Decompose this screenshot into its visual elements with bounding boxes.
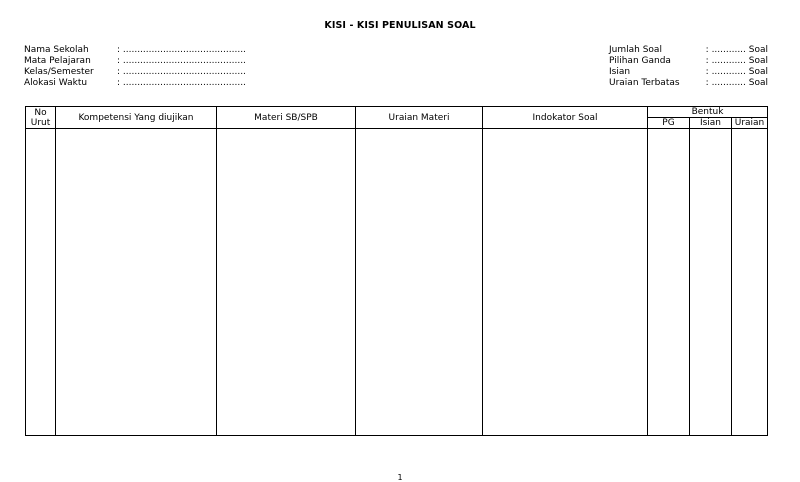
header-bentuk: Bentuk xyxy=(648,107,768,118)
info-row-kelas-semester xyxy=(24,67,246,78)
summary-label: Isian xyxy=(609,67,631,77)
document-title: KISI - KISI PENULISAN SOAL xyxy=(324,20,476,31)
info-label: Kelas/Semester xyxy=(24,67,94,77)
cell-materi[interactable] xyxy=(217,129,356,436)
header-pg: PG xyxy=(648,118,690,129)
info-value: : ........................................... xyxy=(117,78,246,88)
header-uraian: Uraian xyxy=(732,118,768,129)
cell-pg[interactable] xyxy=(648,129,690,436)
cell-uraian-materi[interactable] xyxy=(356,129,483,436)
info-row-mata-pelajaran xyxy=(24,56,246,67)
school-info xyxy=(24,45,246,89)
cell-no-urut[interactable] xyxy=(26,129,56,436)
table-body-row xyxy=(26,129,768,436)
summary-label: Uraian Terbatas xyxy=(609,78,680,88)
info-label: Nama Sekolah xyxy=(24,45,89,55)
summary-row-pilihan-ganda xyxy=(609,56,768,67)
header-no-urut: No Urut xyxy=(26,107,56,129)
cell-isian[interactable] xyxy=(690,129,732,436)
header-isian: Isian xyxy=(690,118,732,129)
summary-value: : ............ Soal xyxy=(705,45,768,55)
kisi-kisi-table xyxy=(25,106,768,436)
summary-label: Jumlah Soal xyxy=(609,45,662,55)
question-summary xyxy=(609,45,768,89)
summary-value: : ............ Soal xyxy=(705,56,768,66)
page-number: 1 xyxy=(397,473,403,482)
info-value: : ........................................... xyxy=(117,45,246,55)
info-value: : ........................................... xyxy=(117,56,246,66)
header-kompetensi: Kompetensi Yang diujikan xyxy=(56,107,217,129)
summary-label: Pilihan Ganda xyxy=(609,56,671,66)
info-row-nama-sekolah xyxy=(24,45,246,56)
header-indikator-soal: Indokator Soal xyxy=(483,107,648,129)
cell-indikator-soal[interactable] xyxy=(483,129,648,436)
info-label: Mata Pelajaran xyxy=(24,56,91,66)
info-row-alokasi-waktu xyxy=(24,78,246,89)
summary-row-uraian-terbatas xyxy=(609,78,768,89)
summary-row-jumlah-soal xyxy=(609,45,768,56)
header-materi: Materi SB/SPB xyxy=(217,107,356,129)
summary-row-isian xyxy=(609,67,768,78)
header-uraian-materi: Uraian Materi xyxy=(356,107,483,129)
info-label: Alokasi Waktu xyxy=(24,78,88,88)
summary-value: : ............ Soal xyxy=(705,78,768,88)
cell-kompetensi[interactable] xyxy=(56,129,217,436)
cell-uraian[interactable] xyxy=(732,129,768,436)
info-value: : ........................................... xyxy=(117,67,246,77)
summary-value: : ............ Soal xyxy=(705,67,768,77)
